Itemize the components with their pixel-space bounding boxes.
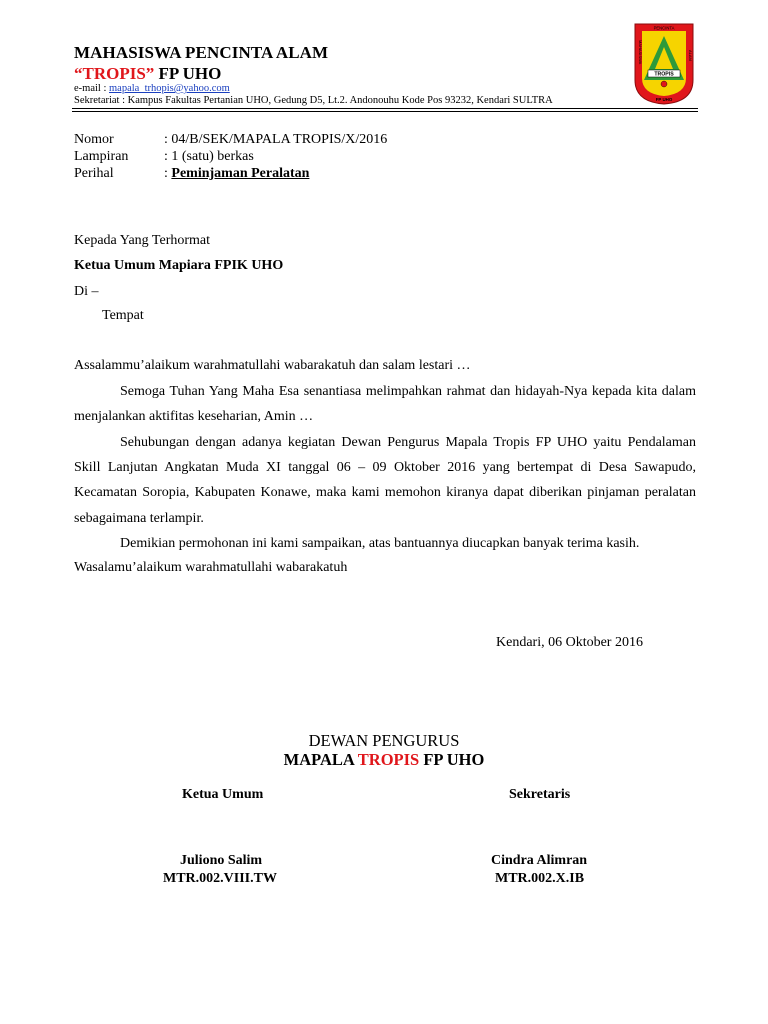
meta-row-nomor: [74, 131, 387, 148]
logo-ring-top: PENCINTA: [653, 25, 675, 31]
meta-value-nomor: : 04/B/SEK/MAPALA TROPIS/X/2016: [164, 132, 388, 147]
letter-meta: [74, 131, 387, 182]
signatory-left-id: MTR.002.VIII.TW: [163, 871, 277, 886]
signature-title-1: DEWAN PENGURUS: [308, 731, 460, 750]
signature-title-2: [0, 750, 768, 770]
logo-ring-left: MAHASISWA: [638, 40, 643, 65]
signatory-right-name: Cindra Alimran: [491, 853, 588, 868]
meta-perihal-prefix: :: [164, 166, 172, 181]
org-subtitle-rest: FP UHO: [154, 64, 222, 83]
letterhead-divider-thin: [72, 111, 698, 112]
meta-key-nomor: Nomor: [74, 132, 114, 147]
meta-value-perihal: [164, 165, 309, 182]
logo-ring-right: ALAM: [688, 50, 693, 61]
place-date: Kendari, 06 Oktober 2016: [496, 635, 643, 650]
signature-title-2-b: FP UHO: [419, 750, 485, 769]
signature-title-2-a: MAPALA: [283, 750, 358, 769]
letterhead-divider: [72, 108, 698, 109]
org-subtitle-tropis: “TROPIS”: [74, 64, 155, 83]
logo-banner-text: TROPIS: [654, 71, 674, 78]
body-paragraph-1: [74, 379, 696, 429]
logo-bottom-text: FP UHO: [655, 97, 673, 102]
body-paragraph-3-text: Demikian permohonan ini kami sampaikan, atas bantuannya diucapkan banyak terima kasih.: [120, 536, 640, 551]
opening-greeting: Assalammu’alaikum warahmatullahi wabarakatuh dan salam lestari …: [74, 358, 471, 373]
email-link[interactable]: mapala_trhopis@yahoo.com: [109, 83, 230, 94]
meta-row-perihal: [74, 165, 387, 182]
signatory-left-role: Ketua Umum: [182, 787, 264, 802]
meta-row-lampiran: [74, 148, 387, 165]
recipient-place: Tempat: [102, 308, 144, 323]
meta-key-perihal: Perihal: [74, 166, 114, 181]
meta-value-lampiran: : 1 (satu) berkas: [164, 149, 254, 164]
org-address: Sekretariat : Kampus Fakultas Pertanian UHO, Gedung D5, Lt.2. Andonouhu Kode Pos 93232, Kendari SULTRA: [74, 95, 553, 106]
org-name: MAHASISWA PENCINTA ALAM: [74, 43, 329, 62]
body-paragraph-1-text: Semoga Tuhan Yang Maha Esa senantiasa melimpahkan rahmat dan hidayah-Nya kepada kita dalam menjalankan aktifitas keseharian, Amin …: [74, 384, 696, 425]
recipient-salutation: Kepada Yang Terhormat: [74, 233, 211, 248]
org-email-line: [74, 83, 230, 94]
mapala-tropis-logo: [629, 20, 699, 106]
body-paragraph-3: [74, 531, 696, 556]
meta-perihal-subject: Peminjaman Peralatan: [171, 166, 310, 181]
signature-title-2-tropis: TROPIS: [357, 750, 420, 769]
email-label: e-mail :: [74, 83, 109, 94]
recipient-di: Di –: [74, 284, 99, 299]
signatory-right-role: Sekretaris: [509, 787, 571, 802]
closing-greeting: Wasalamu’alaikum warahmatullahi wabarakatuh: [74, 560, 348, 575]
signatory-right-id: MTR.002.X.IB: [495, 871, 585, 886]
body-paragraph-2-text: Sehubungan dengan adanya kegiatan Dewan Pengurus Mapala Tropis FP UHO yaitu Pendalaman Skill Lanjutan Angkatan Muda XI tanggal 06 – 09 Oktober 2016 yang bertempat di Desa Sawapudo, Kecamatan Soropia, Kabupaten Konawe, maka kami memohon kiranya dapat diberikan pinjaman peralatan sebagaimana terlampir.: [74, 435, 696, 526]
body-paragraph-2: [74, 430, 696, 531]
meta-key-lampiran: Lampiran: [74, 149, 129, 164]
signatory-left-name: Juliono Salim: [180, 853, 263, 868]
recipient-name: Ketua Umum Mapiara FPIK UHO: [74, 258, 284, 273]
org-subtitle: [74, 64, 221, 84]
